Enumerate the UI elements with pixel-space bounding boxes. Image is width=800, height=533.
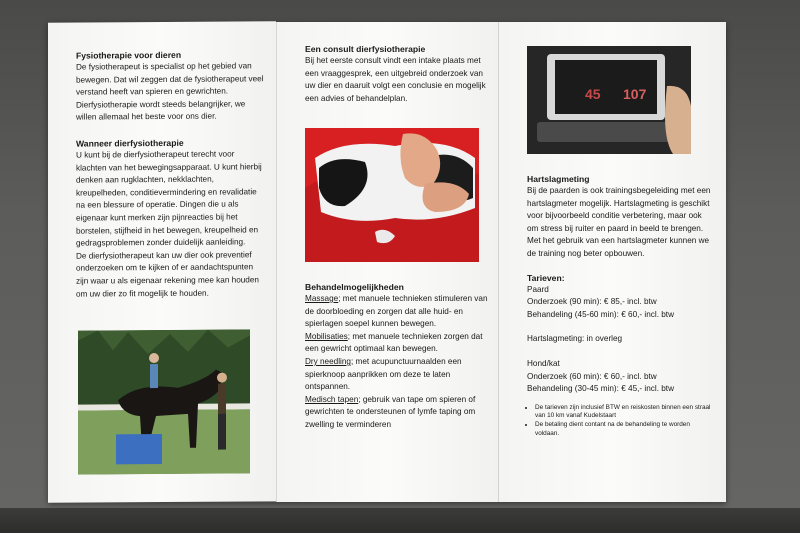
brochure [48,22,726,502]
heading-hartslag: Hartslagmeting [527,174,590,184]
panel-middle [276,22,498,502]
term-massage: Massage [305,294,339,303]
panel-right [498,22,726,502]
tablet-photo [527,46,691,154]
table-edge [0,508,800,533]
heading-consult: Een consult dierfysiotherapie [305,44,426,54]
tablet-value-1: 45 [585,86,601,102]
dog-photo [305,128,479,262]
price-hond-onderzoek: Onderzoek (60 min): € 60,- incl. btw [527,371,657,381]
price-hondkat-label: Hond/kat [527,358,560,368]
horse-photo [78,329,250,474]
note-item: • De betaling dient contant na de behandeling te worden voldaan. [535,421,713,438]
term-mobilisaties: Mobilisaties [305,331,348,341]
heading-fysiotherapie: Fysiotherapie voor dieren [76,49,182,61]
price-paard-onderzoek: Onderzoek (90 min): € 85,- incl. btw [527,297,657,307]
note-item: • De tarieven zijn inclusief BTW en reiskosten binnen een straal van 10 km vanaf Kudelstaart [535,404,713,421]
preventief-text: De dierfysiotherapeut kan uw dier ook preventief onderzoeken om te kijken of er aandachtspunten zijn waar u als eigenaar rekening mee kan houden om uw dier zo fit mogelijk te houden. [76,250,259,299]
price-notes [527,404,713,438]
treatment-medisch-tapen: Medisch tapen; gebruik van tape om spieren of gewrichten te ondersteunen of lymfe taping om zwelling te verminderen [305,394,476,429]
price-paard-behandeling: Behandeling (45-60 min): € 60,- incl. btw [527,309,674,319]
heading-tarieven: Tarieven: [527,272,565,283]
price-hond-behandeling: Behandeling (30-45 min): € 45,- incl. btw [527,384,674,394]
tablet-value-2: 107 [623,86,647,102]
price-hartslag: Hartslagmeting: in overleg [527,334,623,344]
term-medisch-tapen: Medisch tapen [305,394,359,404]
term-dry-needling: Dry needling [305,356,351,366]
wanneer-text: U kunt bij de dierfysiotherapeut terecht voor klachten van het bewegingsapparaat. U kunt hierbij denken aan rugklachten, nekklachten, kreupelheden, conditievermindering en revalidatie na een blessure of operatie. Dingen die u als eigenaar kunt merken zijn pijnreacties bij het borstelen, stijfheid in het bewegen, kreupelheid en gedragsproblemen zonder duidelijk aanleiding. [76,149,262,248]
heading-behandel: Behandelmogelijkheden [305,282,404,292]
treatment-dry-needling: Dry needling; met acupunctuurnaalden een spierknoop aanprikken om deze te laten ontspannen. [305,356,462,392]
heading-wanneer: Wanneer dierfysiotherapie [76,137,184,149]
treatment-mobilisaties: Mobilisaties; met manuele technieken zorgen dat een gewricht optimaal kan bewegen. [305,331,483,354]
hartslag-text: Bij de paarden is ook trainingsbegeleiding met een hartslagmeter mogelijk. Hartslagmeting is geschikt voor bijvoorbeeld conditie verbetering, maar ook om stress bij ruiter en paard in beeld te brengen. Met het gebruik van een hartslagmeter kunnen we de training nog beter opbouwen. [527,186,711,258]
panel-left [48,21,276,503]
price-paard-label: Paard [527,284,549,294]
consult-text: Bij het eerste consult vindt een intake plaats met een vraaggesprek, een uitgebreid onderzoek van uw dier en daaruit volgt een conclusie en mogelijk een advies of behandelplan. [305,56,486,103]
treatment-massage: Massage; met manuele technieken stimuleren van de doorbloeding en zorgen dat alle huid- en spierlagen soepel kunnen bewegen. [305,294,488,329]
intro-text: De fysiotherapeut is specialist op het gebied van bewegen. Dat wil zeggen dat de fysiotherapeut veel verstand heeft van spieren en gewrichten. Dierfysiotherapie wordt steeds belangrijker, we willen allemaal het beste voor ons dier. [76,61,264,122]
